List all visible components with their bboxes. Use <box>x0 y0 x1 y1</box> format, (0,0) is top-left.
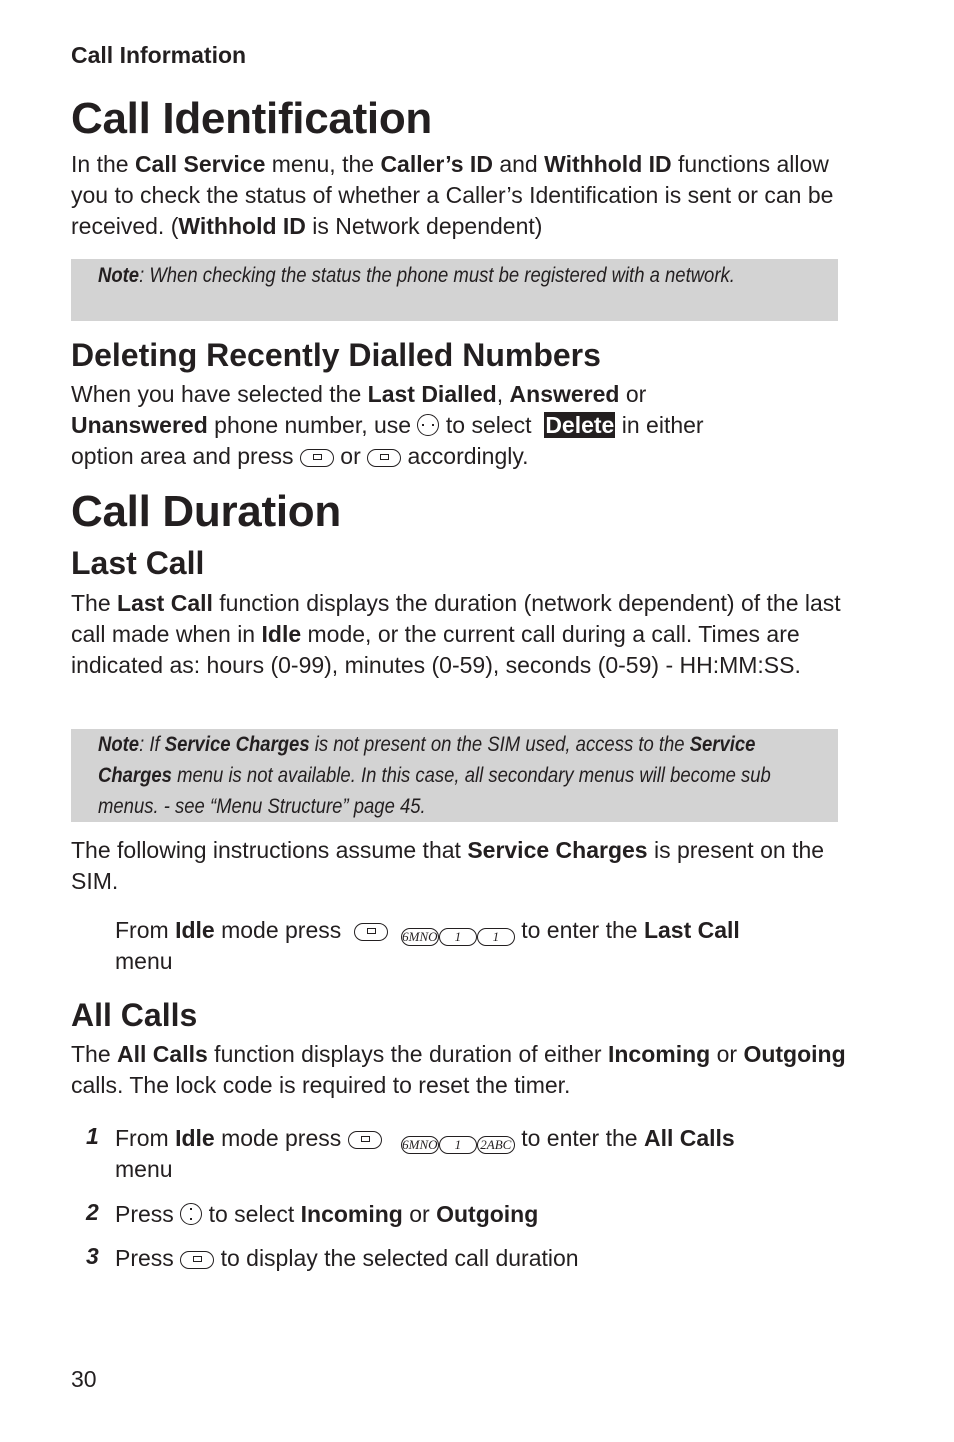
heading-call-identification: Call Identification <box>71 94 432 143</box>
bold-term: Withhold ID <box>178 213 306 239</box>
text: to display the selected call duration <box>214 1245 579 1271</box>
term-unanswered: Unanswered <box>71 412 208 438</box>
text-run: : If <box>139 733 165 756</box>
text: Press <box>115 1201 181 1227</box>
term-incoming: Incoming <box>300 1201 403 1227</box>
step-1 <box>115 1123 835 1185</box>
bold-term: Call Service <box>134 151 266 177</box>
nav-up-down-icon <box>180 1203 202 1225</box>
bold-term: Service Charges <box>98 733 756 787</box>
bold-term: Idle <box>261 621 302 647</box>
text: phone number, use <box>207 412 418 438</box>
deleting-paragraph <box>71 379 861 472</box>
number-key-icon: 6MNO <box>402 929 438 944</box>
page-number: 30 <box>71 1366 97 1392</box>
note-box-registration <box>71 259 838 321</box>
text-run: is present on the SIM. <box>71 837 825 894</box>
text-run: is Network dependent) <box>305 213 543 239</box>
bold-term: Service Charges <box>467 837 648 863</box>
bold-term: Last Call <box>117 590 213 616</box>
soft-key-left-icon <box>300 449 334 467</box>
text-run: mode, or the current call during a call. Times are indicated as: hours (0-99), minutes (0-59), seconds (0-59) - HH:MM:SS. <box>71 621 801 678</box>
text-run: calls. The lock code is required to reset the timer. <box>71 1072 571 1098</box>
text-run: function displays the duration of either <box>207 1041 608 1067</box>
step-2 <box>115 1199 835 1230</box>
step-number: 1 <box>86 1123 99 1149</box>
text: to select <box>202 1201 301 1227</box>
text-run: In the <box>71 151 135 177</box>
last-call-instruction <box>115 915 835 977</box>
text: or <box>402 1201 437 1227</box>
text: or <box>333 443 368 469</box>
text: menu <box>115 1156 173 1182</box>
step-3 <box>115 1243 835 1274</box>
text: in either <box>615 412 704 438</box>
heading-last-call: Last Call <box>71 545 205 581</box>
soft-key-left-icon <box>354 923 388 941</box>
text-run: The <box>71 590 118 616</box>
text: accordingly. <box>401 443 529 469</box>
term-idle: Idle <box>175 1125 215 1151</box>
number-key-icon: 1 <box>439 1136 477 1154</box>
term-all-calls: All Calls <box>643 1125 735 1151</box>
step-number: 2 <box>86 1199 99 1225</box>
text-run: : When checking the status the phone must be registered with a network. <box>139 264 735 287</box>
text: From <box>115 917 176 943</box>
text: Press <box>115 1245 181 1271</box>
soft-key-left-icon <box>348 1131 382 1149</box>
text: option area and press <box>71 443 300 469</box>
number-key-icon: 1 <box>439 928 477 946</box>
delete-label: Delete <box>545 412 615 438</box>
text-run: The <box>71 1041 118 1067</box>
number-key-icon: 6MNO <box>402 1137 438 1152</box>
text: to enter the <box>514 1125 644 1151</box>
note-text <box>98 729 784 822</box>
text: When you have selected the <box>71 381 368 407</box>
term-outgoing: Outgoing <box>436 1201 539 1227</box>
heading-deleting: Deleting Recently Dialled Numbers <box>71 337 601 373</box>
text-run: is not present on the SIM used, access to the <box>309 733 690 756</box>
bold-term: Incoming <box>607 1041 711 1067</box>
term-last-call: Last Call <box>643 917 740 943</box>
bold-term: Withhold ID <box>544 151 672 177</box>
step-number: 3 <box>86 1243 99 1269</box>
all-calls-paragraph <box>71 1039 861 1101</box>
note-box-service-charges <box>71 729 838 822</box>
term-answered: Answered <box>509 381 620 407</box>
assume-paragraph <box>71 835 861 897</box>
bold-term: Service Charges <box>164 733 310 756</box>
heading-call-duration: Call Duration <box>71 487 341 536</box>
text: mode press <box>214 917 348 943</box>
soft-key-right-icon <box>367 449 401 467</box>
note-text <box>98 260 784 291</box>
term-idle: Idle <box>175 917 215 943</box>
call-identification-paragraph <box>71 149 861 242</box>
text: to select <box>439 412 538 438</box>
running-head: Call Information <box>71 42 247 68</box>
text-run: functions allow you to check the status of whether a Caller’s Identification is sent or can be received. ( <box>71 151 834 239</box>
text-run: function displays the duration (network dependent) of the last call made when in <box>71 590 841 647</box>
number-key-icon: 2ABC <box>477 1136 515 1154</box>
text-run: menu, the <box>265 151 381 177</box>
text-run: and <box>492 151 545 177</box>
bold-term: Note <box>98 733 140 756</box>
text: menu <box>115 948 173 974</box>
bold-term: Outgoing <box>743 1041 846 1067</box>
text: mode press <box>214 1125 348 1151</box>
text: or <box>619 381 647 407</box>
heading-all-calls: All Calls <box>71 997 198 1033</box>
term-last-dialled: Last Dialled <box>367 381 497 407</box>
number-key-icon: 1 <box>477 928 515 946</box>
bold-term: Note <box>98 264 140 287</box>
text: From <box>115 1125 176 1151</box>
soft-key-left-icon <box>180 1251 214 1269</box>
text-run: menu is not available. In this case, all secondary menus will become sub menus. - see “Menu Structure” page 45. <box>98 764 771 818</box>
text-run: The following instructions assume that <box>71 837 468 863</box>
text-run: or <box>710 1041 744 1067</box>
bold-term: All Calls <box>117 1041 208 1067</box>
bold-term: Caller’s ID <box>380 151 493 177</box>
nav-left-right-icon <box>417 414 439 436</box>
text: , <box>496 381 510 407</box>
text: to enter the <box>514 917 644 943</box>
last-call-paragraph <box>71 588 861 681</box>
